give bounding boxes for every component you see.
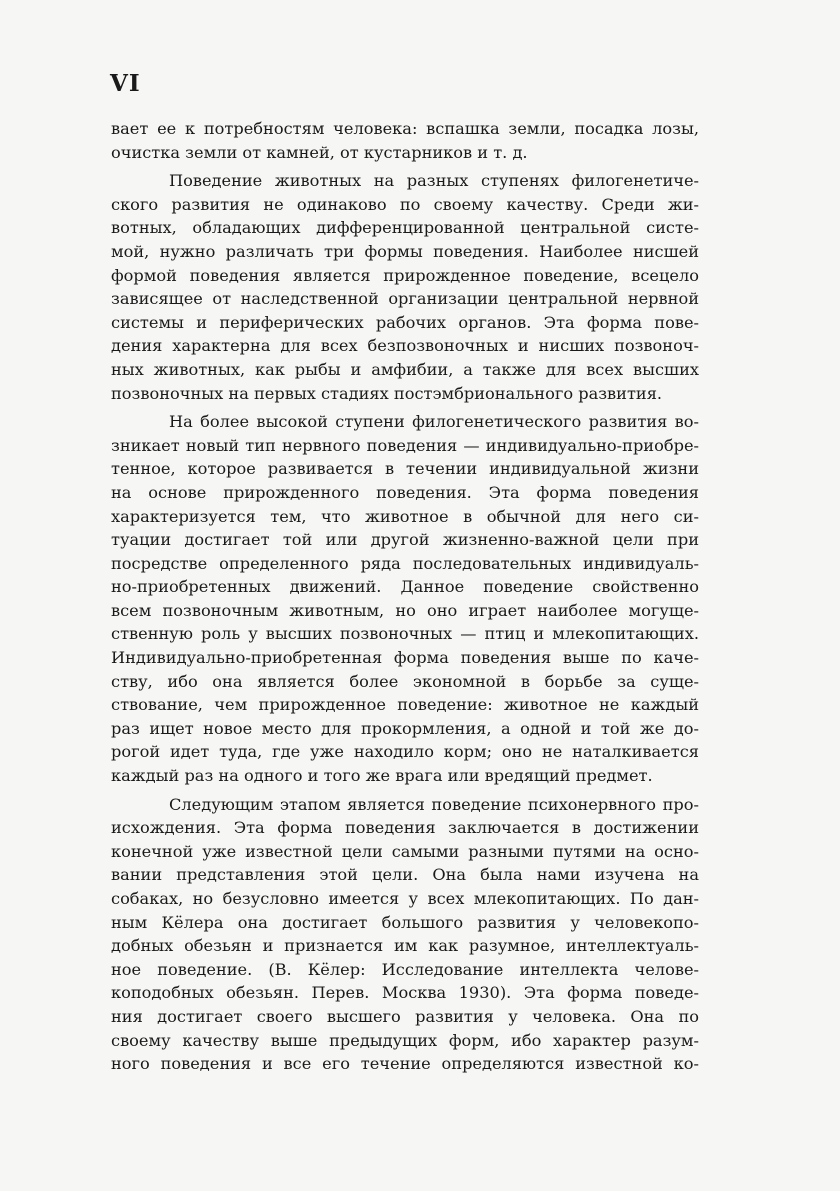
text-line: Следующим этапом является поведение психонервного про-: [169, 794, 699, 814]
text-line: на основе прирожденного поведения. Эта форма поведения: [111, 482, 699, 502]
text-line: добных обезьян и признается им как разумное, интеллектуаль-: [111, 936, 699, 956]
text-line: исхождения. Эта форма поведения заключается в достижении: [111, 818, 699, 838]
text-line: мой, нужно различать три формы поведения. Наиболее нисшей: [111, 241, 699, 261]
text-line: ству, ибо она является более экономной в борьбе за суще-: [111, 671, 699, 691]
text-line: вает ее к потребностям человека: вспашка земли, посадка лозы,: [111, 119, 699, 138]
text-line: ным Кёлера она достигает большого развития у человекопо-: [111, 912, 699, 932]
text-line: раз ищет новое место для прокормления, а одной и той же до-: [111, 718, 699, 738]
page-number: VI: [110, 70, 141, 97]
body-text: [111, 117, 699, 1076]
text-line: вотных, обладающих дифференцированной центральной систе-: [111, 218, 699, 238]
text-line: ствование, чем прирожденное поведение: животное не каждый: [111, 695, 699, 715]
text-line: своему качеству выше предыдущих форм, ибо характер разум-: [111, 1030, 699, 1050]
text-line: туации достигает той или другой жизненно-важной цели при: [111, 530, 699, 550]
text-line: ния достигает своего высшего развития у человека. Она по: [111, 1006, 699, 1026]
text-line: На более высокой ступени филогенетического развития во-: [169, 412, 699, 432]
text-line: очистка земли от камней, от кустарников и т. д.: [111, 142, 528, 162]
text-line: характеризуется тем, что животное в обычной для него си-: [111, 506, 699, 526]
text-line: коподобных обезьян. Перев. Москва 1930). Эта форма поведе-: [111, 983, 699, 1003]
text-line: системы и периферических рабочих органов. Эта форма пове-: [111, 312, 699, 332]
text-line: собаках, но безусловно имеется у всех млекопитающих. По дан-: [111, 889, 699, 908]
text-line: Поведение животных на разных ступенях филогенетиче-: [169, 171, 699, 191]
text-line: каждый раз на одного и того же врага или вредящий предмет.: [111, 766, 653, 786]
text-line: всем позвоночным животным, но оно играет наиболее могуще-: [111, 600, 699, 620]
text-line: формой поведения является прирожденное поведение, всецело: [111, 265, 699, 285]
text-line: ное поведение. (В. Кёлер: Исследование интеллекта челове-: [111, 959, 699, 979]
text-line: Индивидуально-приобретенная форма поведения выше по каче-: [111, 648, 699, 668]
text-line: зникает новый тип нервного поведения — индивидуально-приобре-: [111, 435, 699, 455]
text-line: посредстве определенного ряда последовательных индивидуаль-: [111, 553, 699, 573]
text-line: позвоночных на первых стадиях постэмбрионального развития.: [111, 383, 663, 403]
text-line: ского развития не одинаково по своему качеству. Среди жи-: [111, 194, 699, 214]
text-line: ственную роль у высших позвоночных — птиц и млекопитающих.: [111, 624, 699, 644]
text-line: конечной уже известной цели самыми разными путями на осно-: [111, 841, 699, 861]
text-line: но-приобретенных движений. Данное поведение свойственно: [111, 577, 699, 597]
text-line: рогой идет туда, где уже находило корм; оно не наталкивается: [111, 742, 699, 762]
text-line: ного поведения и все его течение определяются известной ко-: [111, 1054, 699, 1074]
text-line: зависящее от наследственной организации центральной нервной: [111, 289, 699, 309]
text-line: дения характерна для всех безпозвоночных и нисших позвоноч-: [111, 336, 699, 356]
text-line: ных животных, как рыбы и амфибии, а также для всех высших: [111, 359, 699, 379]
text-line: вании представления этой цели. Она была нами изучена на: [111, 865, 699, 885]
text-line: тенное, которое развивается в течении индивидуальной жизни: [111, 459, 699, 479]
